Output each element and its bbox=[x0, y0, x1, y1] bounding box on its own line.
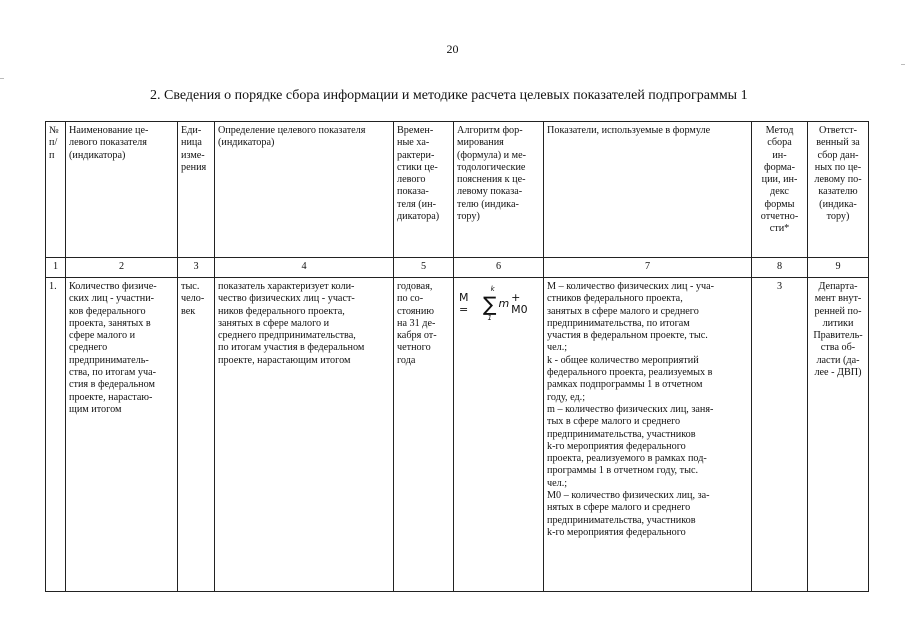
column-number: 7 bbox=[544, 258, 752, 278]
column-number: 3 bbox=[178, 258, 215, 278]
column-number: 5 bbox=[394, 258, 454, 278]
text-line: Алгоритм фор- bbox=[457, 125, 523, 136]
page-number: 20 bbox=[446, 42, 459, 56]
column-number: 8 bbox=[752, 258, 808, 278]
cell-indicator-name bbox=[66, 278, 178, 592]
text-line: рамках подпрограммы 1 в отчетном bbox=[547, 379, 703, 391]
header-cell-collection-method bbox=[752, 122, 808, 258]
column-number: 6 bbox=[454, 258, 544, 278]
text-line: M – количество физических лиц - уча- bbox=[547, 281, 715, 292]
cell-formula-indicators bbox=[544, 278, 752, 592]
text-line: Правитель- bbox=[813, 330, 863, 342]
text-line: годовая, bbox=[397, 281, 433, 292]
text-line: году, ед.; bbox=[547, 391, 586, 403]
text-line: мент внут- bbox=[814, 293, 862, 305]
text-line: сбор дан- bbox=[817, 149, 859, 161]
column-number: 2 bbox=[66, 258, 178, 278]
text-line: ница bbox=[181, 137, 202, 149]
text-line: стоянию bbox=[397, 305, 434, 317]
text-line: ских лиц - участни- bbox=[69, 293, 155, 305]
header-cell-unit bbox=[178, 122, 215, 258]
text-line: ства об- bbox=[820, 342, 856, 354]
text-line: Количество физиче- bbox=[69, 281, 157, 292]
text-line: № bbox=[49, 125, 59, 136]
formula bbox=[457, 281, 540, 323]
text-line: ции, ин- bbox=[761, 174, 798, 186]
text-line: показатель характеризует коли- bbox=[218, 281, 355, 292]
text-line: казателю bbox=[818, 186, 858, 198]
column-number: 1 bbox=[46, 258, 66, 278]
text-line: Еди- bbox=[181, 125, 202, 136]
header-cell-formula-indicators bbox=[544, 122, 752, 258]
text-line: занятых в сфере малого и bbox=[218, 317, 330, 329]
text-line: п/ bbox=[49, 137, 58, 149]
text-line: сти* bbox=[769, 223, 790, 235]
text-line: федерального проекта, реализуемых в bbox=[547, 367, 713, 379]
cell-formula bbox=[454, 278, 544, 592]
text-line: левому показа- bbox=[457, 186, 523, 198]
column-number: 9 bbox=[808, 258, 869, 278]
text-line: Определение целевого показателя bbox=[218, 125, 366, 136]
text-line: проекте, нарастаю- bbox=[69, 391, 153, 403]
header-cell-algorithm bbox=[454, 122, 544, 258]
formula-upper-limit: k bbox=[490, 285, 495, 293]
text-line: k-го мероприятия федерального bbox=[547, 526, 686, 538]
text-line: сфере малого и bbox=[69, 330, 136, 342]
text-line: стников федерального проекта, bbox=[547, 293, 683, 305]
text-line: предпринимательства, участников bbox=[547, 428, 696, 440]
text-line: п bbox=[49, 149, 55, 161]
text-line: рактери- bbox=[397, 149, 435, 161]
text-line: Времен- bbox=[397, 125, 434, 136]
column-number: 4 bbox=[215, 258, 394, 278]
text-line: года bbox=[397, 354, 416, 366]
text-line: левого bbox=[397, 174, 426, 186]
text-line: левому по- bbox=[814, 174, 862, 186]
text-line: по итогам участия в федеральном bbox=[218, 342, 365, 354]
table-header-row bbox=[46, 122, 869, 258]
text-line: k - общее количество мероприятий bbox=[547, 354, 699, 366]
edge-mark-left bbox=[0, 78, 4, 79]
text-line: стики це- bbox=[397, 161, 438, 173]
header-cell-responsible bbox=[808, 122, 869, 258]
text-line: на 31 де- bbox=[397, 317, 436, 329]
text-line: чел.; bbox=[547, 477, 568, 489]
text-line: стия в федеральном bbox=[69, 379, 155, 391]
text-line: 3 bbox=[776, 281, 783, 292]
text-line: форма- bbox=[764, 161, 795, 173]
section-heading: 2. Сведения о порядке сбора информации и методике расчета целевых показателей подпрограммы 1 bbox=[150, 88, 748, 103]
text-line: среднего предпринимательства, bbox=[218, 330, 356, 342]
text-line: ин- bbox=[772, 149, 787, 161]
formula-lower-limit: 1 bbox=[487, 314, 492, 322]
text-line: декс bbox=[770, 186, 789, 198]
indicators-table bbox=[45, 121, 869, 592]
cell-row-number bbox=[46, 278, 66, 592]
text-line: ства, по итогам уча- bbox=[69, 367, 157, 379]
formula-sigma: ∑ bbox=[482, 292, 497, 316]
text-line: Ответст- bbox=[818, 125, 858, 136]
text-line: тыс. bbox=[181, 281, 200, 292]
cell-time-characteristics bbox=[394, 278, 454, 592]
text-line: тору) bbox=[457, 211, 480, 223]
formula-lhs: M = bbox=[459, 290, 469, 316]
text-line: среднего bbox=[69, 342, 108, 354]
text-line: сбора bbox=[767, 137, 792, 149]
text-line: ков федерального bbox=[69, 305, 146, 317]
text-line: проекта, занятых в bbox=[69, 317, 151, 329]
text-line: k-го мероприятия федерального bbox=[547, 440, 686, 452]
text-line: показа- bbox=[397, 186, 429, 198]
cell-responsible bbox=[808, 278, 869, 592]
text-line: предпринимательства, по итогам bbox=[547, 317, 690, 329]
text-line: (индикатора) bbox=[69, 149, 126, 161]
text-line: m – количество физических лиц, заня- bbox=[547, 403, 714, 415]
header-cell-definition bbox=[215, 122, 394, 258]
text-line: 1. bbox=[49, 281, 57, 292]
text-line: отчетно- bbox=[760, 211, 799, 223]
text-line: Департа- bbox=[818, 281, 858, 292]
text-line: участия в федеральном проекте, тыс. bbox=[547, 330, 708, 342]
text-line: (индика- bbox=[819, 198, 857, 210]
text-line: занятых в сфере малого и среднего bbox=[547, 305, 699, 317]
text-line: щим итогом bbox=[69, 403, 122, 415]
text-line: мирования bbox=[457, 137, 504, 149]
text-line: Наименование це- bbox=[69, 125, 149, 136]
cell-unit bbox=[178, 278, 215, 592]
text-line: нятых в сфере малого и среднего bbox=[547, 502, 691, 514]
column-number-row bbox=[46, 258, 869, 278]
text-line: предпринимательства, участников bbox=[547, 514, 696, 526]
text-line: век bbox=[181, 305, 196, 317]
header-cell-number bbox=[46, 122, 66, 258]
text-line: телю (индика- bbox=[457, 198, 519, 210]
text-line: лее - ДВП) bbox=[814, 367, 862, 379]
text-line: венный за bbox=[816, 137, 860, 149]
text-line: ников федерального проекта, bbox=[218, 305, 345, 317]
table-row bbox=[46, 278, 869, 592]
text-line: литики bbox=[822, 317, 854, 329]
formula-term: m bbox=[498, 296, 510, 310]
text-line: левого показателя bbox=[69, 137, 147, 149]
text-line: теля (ин- bbox=[397, 198, 436, 210]
text-line: тых в сфере малого и среднего bbox=[547, 416, 681, 428]
edge-mark-right bbox=[901, 64, 905, 65]
text-line: (формула) и ме- bbox=[457, 149, 527, 161]
text-line: пояснения к це- bbox=[457, 174, 526, 186]
text-line: чел.; bbox=[547, 342, 568, 354]
text-line: проекте, нарастающим итогом bbox=[218, 354, 351, 366]
text-line: тодологические bbox=[457, 161, 526, 173]
formula-plus: + M0 bbox=[511, 290, 528, 316]
text-line: M0 – количество физических лиц, за- bbox=[547, 490, 710, 502]
text-line: дикатора) bbox=[397, 211, 440, 223]
text-line: ласти (да- bbox=[816, 354, 860, 366]
text-line: предприниматель- bbox=[69, 354, 149, 366]
text-line: кабря от- bbox=[397, 330, 437, 342]
text-line: Показатели, используемые в формуле bbox=[547, 125, 711, 136]
text-line: программы 1 в отчетном году, тыс. bbox=[547, 465, 699, 477]
text-line: изме- bbox=[181, 149, 205, 161]
text-line: Метод bbox=[765, 125, 794, 136]
text-line: четного bbox=[397, 342, 431, 354]
header-cell-time-characteristics bbox=[394, 122, 454, 258]
text-line: по со- bbox=[397, 293, 424, 305]
text-line: ренней по- bbox=[814, 305, 862, 317]
text-line: чело- bbox=[181, 293, 205, 305]
text-line: ных по це- bbox=[814, 161, 862, 173]
text-line: формы bbox=[764, 198, 795, 210]
text-line: чество физических лиц - участ- bbox=[218, 293, 355, 305]
text-line: (индикатора) bbox=[218, 137, 275, 149]
sigma-icon bbox=[483, 285, 496, 323]
header-cell-indicator-name bbox=[66, 122, 178, 258]
cell-definition bbox=[215, 278, 394, 592]
text-line: проекта, реализуемого в рамках под- bbox=[547, 453, 707, 465]
cell-collection-method bbox=[752, 278, 808, 592]
text-line: рения bbox=[181, 161, 207, 173]
text-line: тору) bbox=[826, 211, 850, 223]
text-line: ные ха- bbox=[397, 137, 430, 149]
